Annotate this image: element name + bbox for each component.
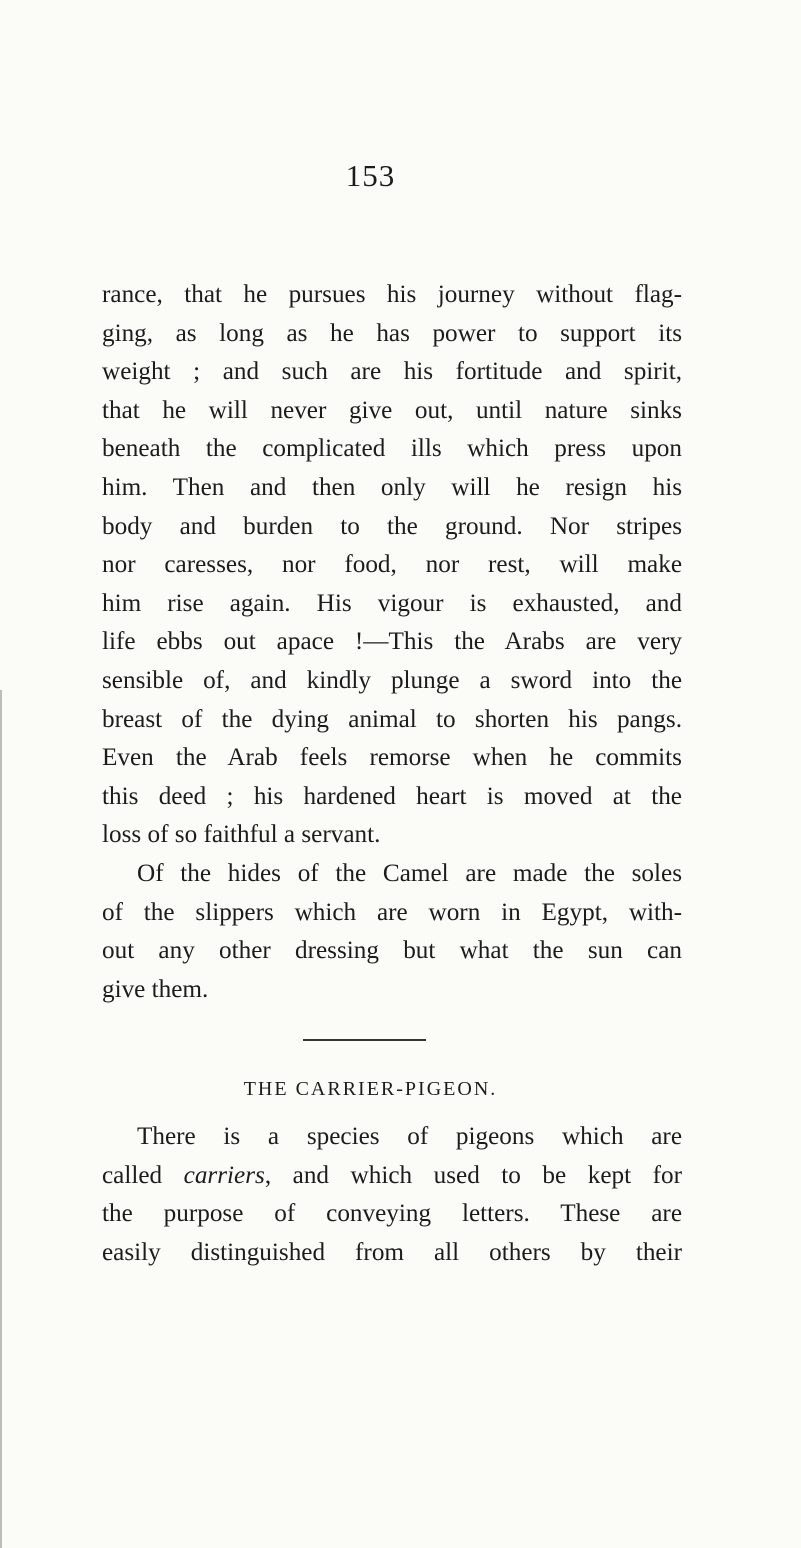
text-line: Even the Arab feels remorse when he commits	[102, 744, 682, 772]
section-divider	[303, 1039, 426, 1041]
section-text	[102, 1118, 682, 1272]
text-line: weight ; and such are his fortitude and spirit,	[102, 358, 682, 386]
text-line	[102, 1157, 682, 1196]
text-line: this deed ; his hardened heart is moved at the	[102, 782, 682, 810]
text-line: ging, as long as he has power to support its	[102, 319, 682, 347]
text-line: out any other dressing but what the sun can	[102, 937, 682, 965]
italic-term: carriers	[183, 1161, 265, 1189]
text-run: called	[102, 1161, 184, 1189]
text-run: There is a species of pigeons which are	[137, 1123, 682, 1150]
text-line: loss of so faithful a servant.	[102, 821, 381, 849]
text-line	[102, 1195, 682, 1234]
text-line	[102, 1234, 682, 1273]
text-line: him. Then and then only will he resign his	[102, 473, 682, 501]
text-line	[102, 1118, 682, 1157]
text-line: give them.	[102, 975, 209, 1003]
body-text	[102, 276, 682, 1009]
text-line: him rise again. His vigour is exhausted, and	[102, 589, 682, 617]
text-line: nor caresses, nor food, nor rest, will make	[102, 551, 682, 579]
text-line: body and burden to the ground. Nor stripes	[102, 512, 682, 540]
section-heading: THE CARRIER-PIGEON.	[243, 1078, 498, 1100]
text-line: life ebbs out apace !—This the Arabs are very	[102, 628, 682, 656]
text-line: that he will never give out, until nature sinks	[102, 396, 682, 424]
text-run: easily distinguished from all others by their	[102, 1238, 682, 1266]
binding-edge	[0, 690, 2, 1548]
text-run: the purpose of conveying letters. These are	[102, 1200, 682, 1228]
text-line: of the slippers which are worn in Egypt, with-	[102, 898, 682, 926]
text-line: sensible of, and kindly plunge a sword into the	[102, 666, 682, 694]
text-line: Of the hides of the Camel are made the soles	[137, 859, 682, 887]
text-line: rance, that he pursues his journey without flag-	[102, 281, 682, 308]
text-line: breast of the dying animal to shorten his pangs.	[102, 705, 682, 733]
page-number: 153	[345, 158, 396, 193]
text-run: , and which used to be kept for	[264, 1161, 682, 1189]
text-line: beneath the complicated ills which press upon	[102, 435, 682, 463]
